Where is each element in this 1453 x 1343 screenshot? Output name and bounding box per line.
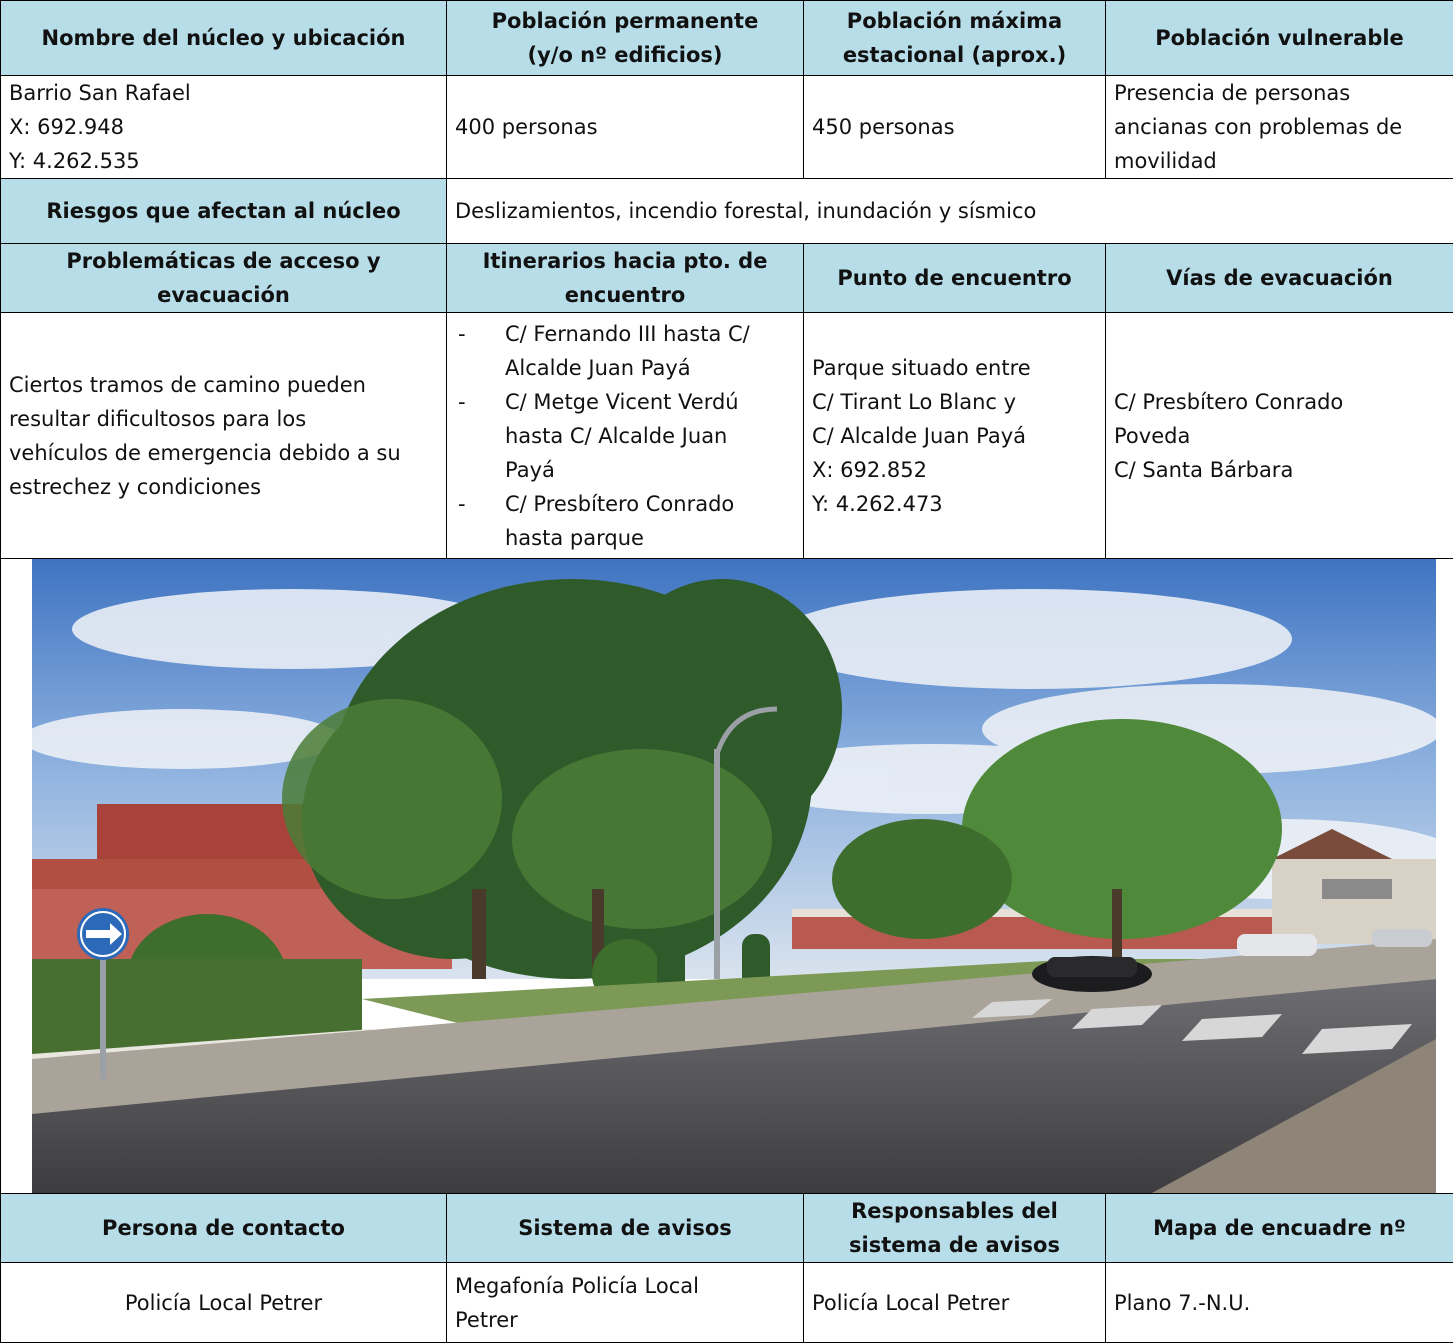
itinerario-line: C/ Presbítero Conrado [505,487,795,521]
photo-cell [1,559,1453,1194]
header-contacto-text: Persona de contacto [102,1216,345,1240]
header-line: encuentro [455,278,795,312]
itinerario-line: C/ Fernando III hasta C/ [505,317,795,351]
header-poblacion-permanente [447,1,804,76]
nucleo-cell [1,76,447,179]
header-vulnerable-text: Población vulnerable [1155,26,1404,50]
header-itinerarios [447,244,804,313]
sistema-line: Petrer [455,1303,795,1337]
punto-line: Parque situado entre [812,351,1097,385]
vias-line: Poveda [1114,419,1445,453]
header-line: (y/o nº edificios) [455,38,795,72]
poblacion-maxima-cell [804,76,1106,179]
itinerario-line: Payá [505,453,795,487]
header-line: Problemáticas de acceso y [9,244,438,278]
header-mapa [1106,1194,1453,1263]
mapa-cell [1106,1263,1453,1343]
sistema-cell [447,1263,804,1343]
header-punto [804,244,1106,313]
vulnerable-line: movilidad [1114,144,1445,178]
header-problematicas [1,244,447,313]
punto-line: Y: 4.262.473 [812,487,1097,521]
header-line: sistema de avisos [812,1228,1097,1262]
itinerario-item [455,385,795,487]
riesgos-value-cell [447,179,1453,244]
itinerario-item [455,487,795,555]
photo-row [1,559,1453,1194]
list-dash: - [458,385,466,419]
itinerario-item [455,317,795,385]
sistema-line: Megafonía Policía Local [455,1269,795,1303]
itinerarios-list [455,317,795,555]
header-poblacion-maxima [804,1,1106,76]
header-nombre [1,1,447,76]
vulnerable-line: ancianas con problemas de [1114,110,1445,144]
problematicas-line: resultar dificultosos para los [9,402,438,436]
punto-line: X: 692.852 [812,453,1097,487]
nucleo-x: X: 692.948 [9,110,438,144]
contacto-cell [1,1263,447,1343]
riesgos-row [1,179,1453,244]
riesgos-label [1,179,447,244]
poblacion-permanente-value: 400 personas [455,115,598,139]
header-nombre-text: Nombre del núcleo y ubicación [42,26,406,50]
problematicas-line: Ciertos tramos de camino pueden [9,368,438,402]
header-mapa-text: Mapa de encuadre nº [1153,1216,1406,1240]
punto-line: C/ Alcalde Juan Payá [812,419,1097,453]
nucleo-y: Y: 4.262.535 [9,144,438,178]
contacto-value: Policía Local Petrer [125,1291,322,1315]
responsables-value: Policía Local Petrer [812,1291,1009,1315]
header-row-1 [1,1,1453,76]
header-punto-text: Punto de encuentro [837,266,1071,290]
vulnerable-line: Presencia de personas [1114,76,1445,110]
header-responsables [804,1194,1106,1263]
vias-cell [1106,313,1453,559]
street-photo-illustration [32,559,1436,1193]
itinerarios-cell [447,313,804,559]
nucleo-nombre: Barrio San Rafael [9,76,438,110]
mapa-value: Plano 7.-N.U. [1114,1291,1250,1315]
header-sistema [447,1194,804,1263]
header-line: Población máxima [812,4,1097,38]
vias-line: C/ Presbítero Conrado [1114,385,1445,419]
header-poblacion-vulnerable [1106,1,1453,76]
header-sistema-text: Sistema de avisos [518,1216,732,1240]
header-line: estacional (aprox.) [812,38,1097,72]
evacuacion-row [1,313,1453,559]
nucleo-row [1,76,1453,179]
header-line: evacuación [9,278,438,312]
punto-cell [804,313,1106,559]
itinerario-line: C/ Metge Vicent Verdú [505,385,795,419]
punto-line: C/ Tirant Lo Blanc y [812,385,1097,419]
header-contacto [1,1194,447,1263]
header-row-3 [1,1194,1453,1263]
responsables-cell [804,1263,1106,1343]
street-photo [32,559,1436,1193]
riesgos-value: Deslizamientos, incendio forestal, inundación y sísmico [455,199,1036,223]
header-line: Responsables del [812,1194,1097,1228]
problematicas-line: estrechez y condiciones [9,470,438,504]
header-line: Itinerarios hacia pto. de [455,244,795,278]
header-row-2 [1,244,1453,313]
avisos-row [1,1263,1453,1343]
poblacion-vulnerable-cell [1106,76,1453,179]
itinerario-line: hasta parque [505,521,795,555]
poblacion-maxima-value: 450 personas [812,115,955,139]
header-vias-text: Vías de evacuación [1166,266,1393,290]
list-dash: - [458,317,466,351]
header-vias [1106,244,1453,313]
itinerario-line: hasta C/ Alcalde Juan [505,419,795,453]
problematicas-line: vehículos de emergencia debido a su [9,436,438,470]
problematicas-cell [1,313,447,559]
itinerario-line: Alcalde Juan Payá [505,351,795,385]
poblacion-permanente-cell [447,76,804,179]
riesgos-label-text: Riesgos que afectan al núcleo [46,199,400,223]
vias-line: C/ Santa Bárbara [1114,453,1445,487]
header-line: Población permanente [455,4,795,38]
list-dash: - [458,487,466,521]
